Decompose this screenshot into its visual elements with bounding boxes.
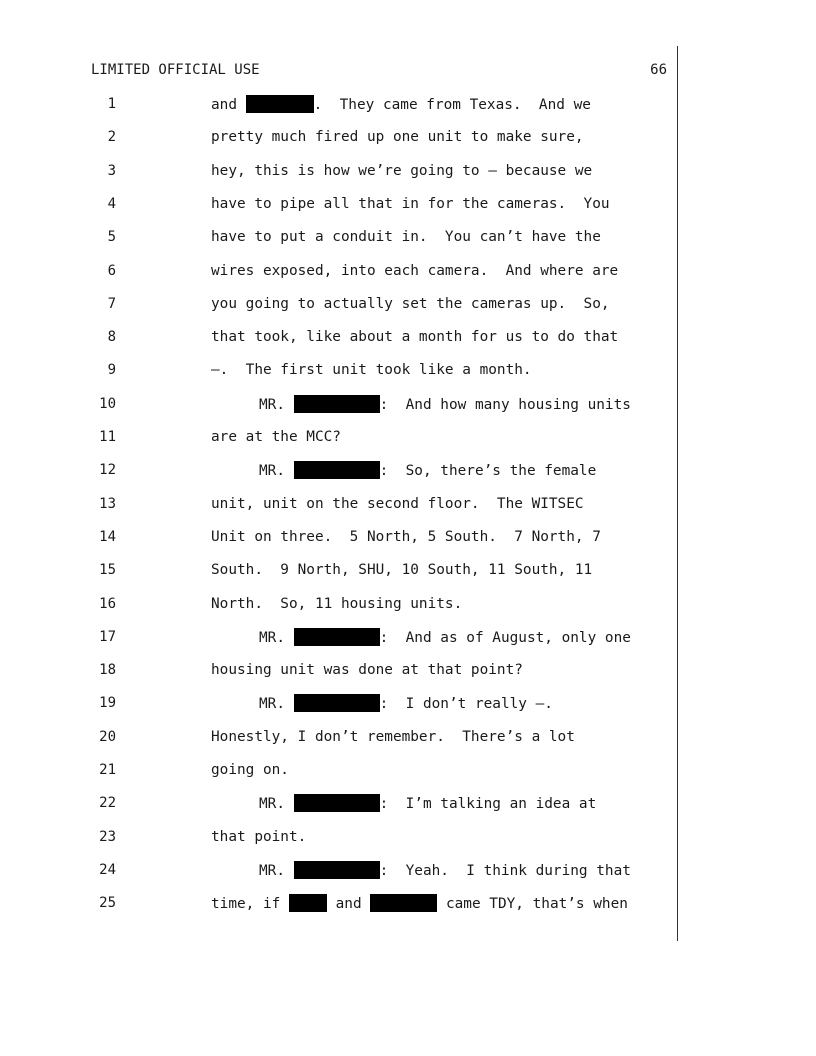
line-text: MR. : Yeah. I think during that [259,862,631,879]
transcript-line [0,861,816,881]
transcript-line [0,495,816,515]
line-number: 18 [99,662,116,679]
line-number: 9 [107,362,116,379]
transcript-line [0,395,816,415]
speaker-label: MR. [259,463,294,480]
line-number: 13 [99,495,116,512]
line-text: housing unit was done at that point? [211,662,523,679]
redaction-box [294,395,380,413]
line-text: wires exposed, into each camera. And where are [211,262,619,279]
line-number: 24 [99,861,116,878]
line-text: MR. : I don’t really –. [259,696,553,713]
speaker-label: MR. [259,862,294,879]
line-text: North. So, 11 housing units. [211,595,463,612]
speaker-label: MR. [259,396,294,413]
line-number: 22 [99,795,116,812]
transcript-line [0,128,816,148]
line-number: 3 [107,162,116,179]
transcript-line [0,95,816,115]
transcript-line [0,361,816,381]
line-text: Honestly, I don’t remember. There’s a lot [211,728,575,745]
page-number: 66 [650,62,667,78]
line-text: pretty much fired up one unit to make sure, [211,129,584,146]
transcript-line [0,195,816,215]
transcript-line [0,728,816,748]
line-number: 16 [99,595,116,612]
line-number: 11 [99,429,116,445]
line-number: 23 [99,828,116,845]
line-number: 20 [99,728,116,745]
line-number: 4 [107,195,116,212]
redaction-box [294,461,380,479]
line-text: –. The first unit took like a month. [211,362,532,379]
line-text: going on. [211,762,289,778]
line-text: South. 9 North, SHU, 10 South, 11 South, 11 [211,562,593,579]
line-number: 8 [107,329,116,346]
line-text: time, if and came TDY, that’s when [211,896,628,913]
speaker-label: MR. [259,696,294,713]
transcript-line [0,162,816,182]
redaction-box [289,894,327,912]
line-text: Unit on three. 5 North, 5 South. 7 North, 7 [211,528,601,545]
transcript-line [0,295,816,315]
transcript-line [0,561,816,581]
line-number: 5 [107,229,116,246]
transcript-line [0,761,816,781]
transcript-line [0,794,816,814]
transcript-line [0,262,816,282]
transcript-line [0,661,816,681]
line-text: have to put a conduit in. You can’t have the [211,229,601,246]
classification-header: LIMITED OFFICIAL USE [91,62,260,78]
line-text: and . They came from Texas. And we [211,97,591,113]
line-number: 6 [107,262,116,279]
redaction-box [294,794,380,812]
line-number: 1 [107,96,116,112]
transcript-line [0,828,816,848]
transcript-line [0,694,816,714]
transcript-line [0,228,816,248]
redaction-box [370,894,437,912]
redaction-box [246,95,314,113]
line-text: have to pipe all that in for the cameras. You [211,195,610,212]
redaction-box [294,694,380,712]
transcript-line [0,328,816,348]
redaction-box [294,861,380,879]
transcript-line [0,894,816,914]
speaker-label: MR. [259,796,294,813]
line-number: 7 [107,295,116,312]
line-number: 2 [107,129,116,146]
line-text: MR. : And how many housing units [259,396,631,413]
line-text: MR. : I’m talking an idea at [259,796,597,813]
line-text: you going to actually set the cameras up. So, [211,295,610,312]
line-text: MR. : And as of August, only one [259,629,631,646]
line-number: 19 [99,695,116,712]
line-number: 15 [99,562,116,579]
line-number: 21 [99,762,116,778]
transcript-line [0,595,816,615]
speaker-label: MR. [259,629,294,646]
transcript-line [0,528,816,548]
line-number: 10 [99,395,116,412]
line-number: 12 [99,462,116,479]
line-number: 14 [99,528,116,545]
line-text: unit, unit on the second floor. The WITSEC [211,495,584,512]
transcript-line [0,461,816,481]
transcript-line [0,428,816,448]
transcript-line [0,628,816,648]
line-text: that took, like about a month for us to do that [211,329,619,346]
line-number: 25 [99,895,116,912]
redaction-box [294,628,380,646]
line-number: 17 [99,628,116,645]
line-text: hey, this is how we’re going to – because we [211,162,593,179]
line-text: that point. [211,828,307,845]
line-text: are at the MCC? [211,429,341,445]
line-text: MR. : So, there’s the female [259,463,597,480]
